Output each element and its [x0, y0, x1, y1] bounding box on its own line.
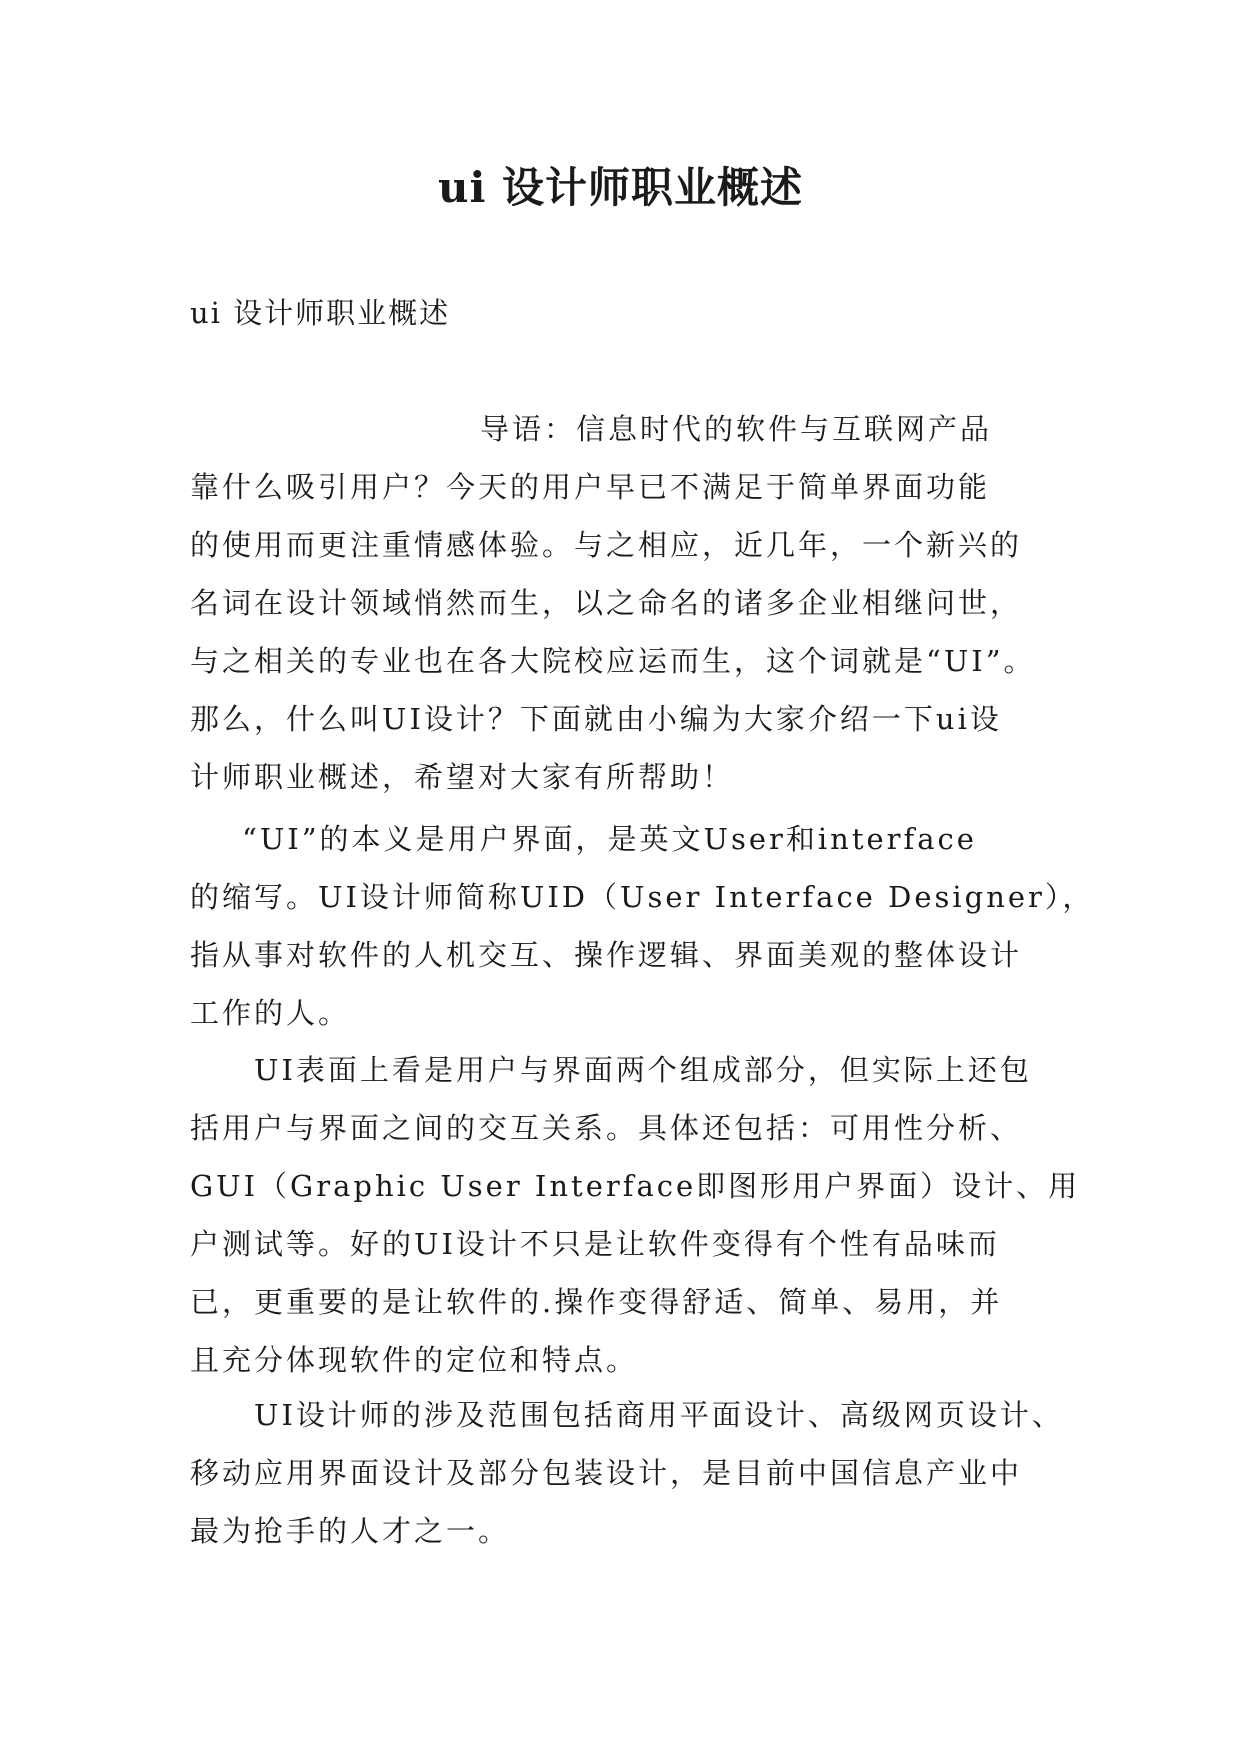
- paragraph-line: UI设计师的涉及范围包括商用平面设计、高级网页设计、: [254, 1398, 1064, 1432]
- paragraph-line: 且充分体现软件的定位和特点。: [190, 1343, 639, 1377]
- paragraph-line: 与之相关的专业也在各大院校应运而生，这个词就是“UI”。: [190, 644, 1036, 678]
- paragraph-line: 括用户与界面之间的交互关系。具体还包括：可用性分析、: [190, 1111, 1023, 1145]
- paragraph-line: GUI（Graphic User Interface即图形用户界面）设计、用: [190, 1169, 1081, 1203]
- paragraph-line: UI表面上看是用户与界面两个组成部分，但实际上还包: [254, 1053, 1032, 1087]
- paragraph-line: 已，更重要的是让软件的.操作变得舒适、简单、易用，并: [190, 1285, 1003, 1319]
- ui-scope-paragraph: [190, 1041, 1081, 1389]
- intro-paragraph: [190, 400, 1060, 806]
- paragraph-line: 移动应用界面设计及部分包装设计，是目前中国信息产业中: [190, 1456, 1023, 1490]
- designer-range-paragraph: [190, 1386, 1064, 1560]
- paragraph-line: 的缩写。UI设计师简称UID（User Interface Designer），: [190, 880, 1095, 914]
- page-title: ui 设计师职业概述: [437, 163, 804, 212]
- paragraph-line: 计师职业概述，希望对大家有所帮助！: [190, 760, 735, 794]
- paragraph-line: 导语：信息时代的软件与互联网产品: [480, 412, 993, 446]
- paragraph-line: 名词在设计领域悄然而生，以之命名的诸多企业相继问世，: [190, 586, 1023, 620]
- paragraph-line: “UI”的本义是用户界面，是英文User和interface: [242, 822, 977, 856]
- paragraph-line: 户测试等。好的UI设计不只是让软件变得有个性有品味而: [190, 1227, 1000, 1261]
- paragraph-line: 靠什么吸引用户？今天的用户早已不满足于简单界面功能: [190, 470, 991, 504]
- paragraph-line: 的使用而更注重情感体验。与之相应，近几年，一个新兴的: [190, 528, 1023, 562]
- paragraph-line: 指从事对软件的人机交互、操作逻辑、界面美观的整体设计: [190, 938, 1023, 972]
- ui-definition-paragraph: [190, 810, 1095, 1042]
- document-subtitle: ui 设计师职业概述: [190, 296, 451, 330]
- paragraph-line: 最为抢手的人才之一。: [190, 1514, 511, 1548]
- paragraph-line: 工作的人。: [190, 996, 351, 1030]
- paragraph-line: 那么，什么叫UI设计？下面就由小编为大家介绍一下ui设: [190, 702, 1002, 736]
